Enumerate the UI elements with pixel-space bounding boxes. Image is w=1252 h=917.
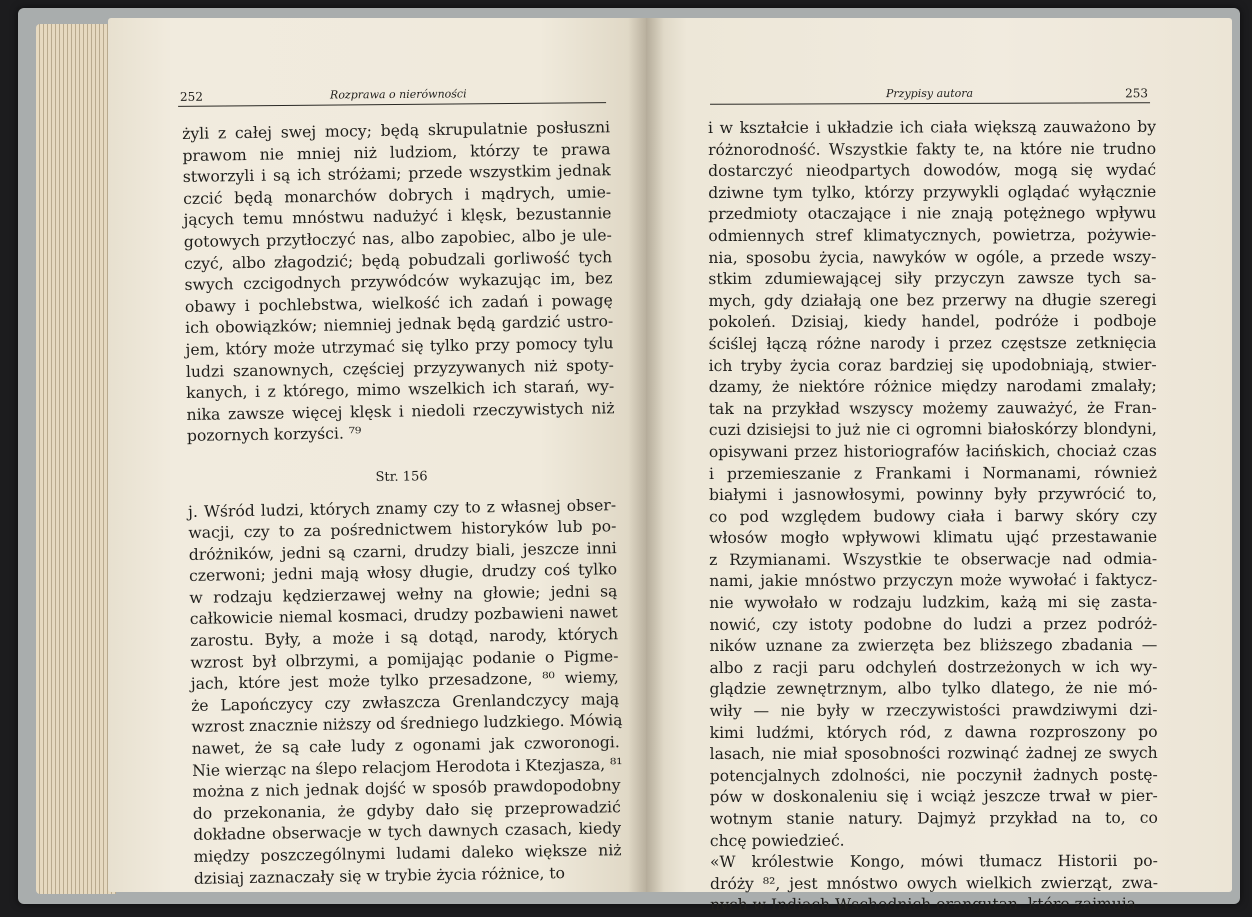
text-line: nia, sposobu życia, nawyków w ogóle, a przede wszy- bbox=[708, 247, 1157, 267]
text-line: ich obowiązków; niemniej jednak będą gardzić ustro- bbox=[185, 312, 614, 338]
text-line: białymi i jasnowłosymi, powinny były przywrócić to, bbox=[708, 484, 1158, 505]
left-paragraph-1 bbox=[182, 117, 615, 448]
text-line: kimi ludźmi, których ród, z dawna rozproszony po bbox=[709, 722, 1158, 742]
right-page bbox=[646, 18, 1232, 915]
text-line: dziwne tym tylko, którzy przywykli oglądać wyłącznie bbox=[708, 182, 1157, 202]
text-line: wzrost znacznie niższy od średniego ludzkiego. Mówią bbox=[191, 711, 623, 737]
text-line: czyć, albo złagodzić; będą pobudzali gorliwość tych bbox=[184, 247, 613, 273]
text-line: całkowicie niemal kosmaci, drudzy pozbawieni nawet bbox=[189, 603, 618, 629]
text-line: pozornych korzyści. ⁷⁹ bbox=[186, 424, 362, 446]
right-page-header bbox=[710, 82, 1150, 105]
text-line: jach, które jest może tylko przesadzone, ⁸⁰ wiemy, bbox=[190, 668, 619, 694]
text-line: opisywani przez historiografów łacińskich, chociaż czas bbox=[708, 441, 1157, 461]
text-line: potencjalnych zdolności, nie poczynił żadnych postę- bbox=[709, 765, 1158, 785]
text-line: nika zawsze więcej klęsk i niedoli rzeczywistych niż bbox=[186, 398, 615, 424]
text-line: zarostu. Były, a może i są dotąd, narody, których bbox=[189, 625, 619, 650]
text-line: z Rzymianami. Wszystkie te obserwacje nad odmia- bbox=[709, 549, 1158, 569]
text-line: mych, gdy działają one bez przerwy na długie szeregi bbox=[708, 290, 1157, 310]
text-line: nie wywołało w rodzaju ludzkim, każą mi się zasta- bbox=[709, 592, 1158, 613]
text-line: ludzi szanownych, częściej przyzywanych niż spoty- bbox=[185, 355, 614, 381]
left-page-number: 252 bbox=[179, 89, 203, 104]
text-line: nami, jakie mnóstwo przyczyn może wywołać i faktycz- bbox=[709, 571, 1158, 591]
text-line: prawom nie mniej niż ludziom, którzy te prawa bbox=[182, 139, 611, 165]
text-line: dzisiaj zaznaczały się w trybie życia różnice, to bbox=[193, 863, 566, 888]
text-line: jących temu mnóstwu nadużyć i klęsk, bezustannie bbox=[183, 204, 612, 230]
text-line: nowić, czy istoty podobne do ludzi a przez podróż- bbox=[709, 614, 1158, 634]
text-line: glądzie zewnętrznym, albo tylko dlatego, że nie mó- bbox=[709, 679, 1158, 699]
text-line: stworzyli i są ich stróżami; przede wszystkim jednak bbox=[182, 161, 611, 187]
text-line: cuzi dzisiejsi to już nie ci ogromni białoskórzy blondyni, bbox=[708, 420, 1157, 440]
text-line: różnorodność. Wszystkie fakty te, na które nie trudno bbox=[708, 139, 1157, 159]
right-page-text bbox=[708, 117, 1158, 917]
text-line: obawy i pochlebstwa, wielkość ich zadań i powagę bbox=[184, 291, 613, 316]
text-line: dróżników, jedni są czarni, drudzy biali, jeszcze inni bbox=[188, 538, 617, 564]
text-line: dróży ⁸², jest mnóstwo owych wielkich zwierząt, zwa- bbox=[709, 873, 1159, 893]
right-paragraph-2 bbox=[710, 851, 1158, 917]
text-line: w rodzaju kędzierzawej wełny na głowie; jedni są bbox=[189, 582, 618, 607]
text-line: pokoleń. Dzisiaj, kiedy handel, podróże i podboje bbox=[708, 312, 1157, 332]
text-line: i w kształcie i układzie ich ciała większą zauważono by bbox=[708, 117, 1157, 137]
text-line: wacji, czy to za pośrednictwem historyków lub po- bbox=[188, 517, 617, 543]
text-line: jem, który może utrzymać się tylko przy pomocy tylu bbox=[185, 334, 614, 359]
text-line: «W królestwie Kongo, mówi tłumacz Historii po- bbox=[709, 852, 1158, 872]
text-line: kanych, i z którego, mimo wszelkich ich starań, wy- bbox=[186, 377, 615, 403]
left-paragraph-2 bbox=[188, 495, 622, 890]
text-line: wotnym stanie natury. Dajmyż przykład na to, co bbox=[709, 808, 1158, 828]
text-line: nych w Indiach Wschodnich orangutan, które zajmują bbox=[710, 895, 1136, 915]
left-page-header bbox=[178, 82, 606, 107]
section-label: Str. 156 bbox=[375, 469, 428, 485]
text-line: albo z racji paru odchyleń dostrzeżonych w ich wy- bbox=[709, 657, 1158, 677]
text-line: nawet, że są całe ludy z ogonami jak czworonogi. bbox=[191, 733, 620, 758]
text-line: ściślej łączą różne narody i przez częstsze zetknięcia bbox=[708, 333, 1157, 353]
text-line: tak na przykład wszyscy możemy zauważyć, że Fran- bbox=[708, 398, 1157, 418]
text-line: chcę powiedzieć. bbox=[709, 831, 845, 850]
text-line: czerwoni; jedni mają włosy długie, drudzy coś tylko bbox=[188, 560, 618, 586]
text-line: ników uznane za zwierzęta bez bliższego zbadania — bbox=[709, 636, 1158, 656]
text-line: swych czcigodnych przywódców wykazując im, bez bbox=[184, 269, 613, 295]
text-line: ich tryby życia coraz bardziej się upodobniają, stwier- bbox=[708, 355, 1157, 375]
text-line: dokładne obserwacje w tych dawnych czasach, kiedy bbox=[193, 819, 622, 845]
text-line: że Lapończycy czy zwłaszcza Grenlandczycy mają bbox=[190, 690, 620, 715]
text-line: odmiennych stref klimatycznych, powietrza, pożywie- bbox=[708, 225, 1157, 245]
text-line: można z nich jednak dojść w sposób prawdopodobny bbox=[192, 776, 621, 802]
text-line: między poszczególnymi ludami daleko większe niż bbox=[193, 841, 622, 866]
text-line: gotowych przytłoczyć nas, albo zapobiec, albo je ule- bbox=[183, 226, 612, 251]
text-line: żyli z całej swej mocy; będą skrupulatnie posłuszni bbox=[182, 118, 611, 143]
text-line: wiły — nie były w rzeczywistości prawdziwymi dzi- bbox=[709, 700, 1158, 721]
text-line: wzrost był olbrzymi, a pomijając podanie o Pigme- bbox=[190, 646, 619, 672]
text-line: pów w doskonaleniu się i wciąż jeszcze trwał w pier- bbox=[709, 787, 1158, 807]
right-paragraph-1 bbox=[708, 117, 1158, 852]
right-page-number: 253 bbox=[1125, 86, 1149, 101]
text-line: j. Wśród ludzi, których znamy czy to z własnej obser- bbox=[187, 495, 617, 521]
left-page bbox=[108, 18, 646, 892]
text-line: do przekonania, że gdyby dało się przeprowadzić bbox=[192, 798, 621, 823]
text-line: przedmioty otaczające i nie znają potężnego wpływu bbox=[708, 204, 1157, 224]
text-line: dzamy, że niektóre różnice między narodami zmalały; bbox=[708, 376, 1157, 397]
right-running-head: Przypisy autora bbox=[885, 86, 974, 101]
text-line: dostarczyć nieodpartych dowodów, mogą się wydać bbox=[708, 161, 1157, 181]
page-edges bbox=[36, 24, 116, 894]
text-line: Nie wierząc na ślepo relacjom Herodota i Ktezjasza, ⁸¹ bbox=[192, 754, 623, 780]
text-line: i przemieszanie z Frankami i Normanami, również bbox=[708, 463, 1157, 483]
left-running-head: Rozprawa o nierówności bbox=[329, 87, 467, 102]
text-line: włosów mogło wpływowi klimatu ująć przestawanie bbox=[709, 528, 1158, 548]
text-line: co pod względem budowy ciała i barwy skóry czy bbox=[709, 506, 1158, 526]
text-line: stkim zdumiewającej siły przyczyn zawsze tych sa- bbox=[708, 268, 1157, 289]
left-page-text bbox=[182, 117, 622, 890]
text-line: lasach, nie miał sposobności rozwinąć żadnej ze swych bbox=[709, 744, 1158, 764]
text-line: czcić będą monarchów dobrych i mądrych, umie- bbox=[183, 183, 612, 208]
